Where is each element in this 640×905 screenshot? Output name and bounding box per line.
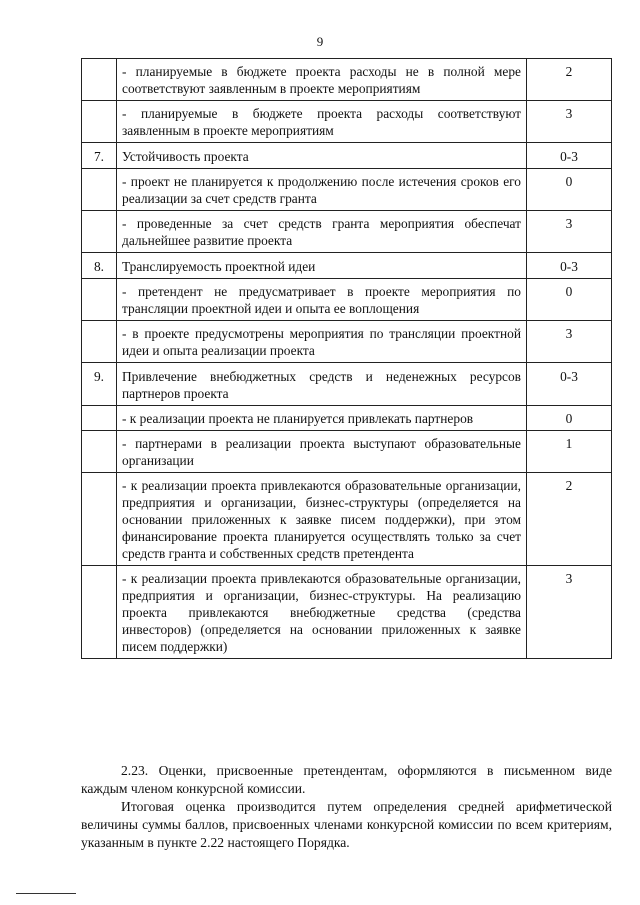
table-row xyxy=(82,59,612,101)
criterion-text: - проведенные за счет средств гранта мероприятия обеспечат дальнейшее развитие проекта xyxy=(117,211,527,253)
paragraph: Итоговая оценка производится путем определения средней арифметической величины суммы баллов, присвоенных членами конкурсной комиссии по всем критериям, указанным в пункте 2.22 настоящего Порядка. xyxy=(81,799,612,850)
score-cell: 2 xyxy=(527,473,612,566)
criterion-text: - партнерами в реализации проекта выступают образовательные организации xyxy=(117,431,527,473)
criterion-text: - в проекте предусмотрены мероприятия по трансляции проектной идеи и опыта реализации проекта xyxy=(117,321,527,363)
score-cell: 0 xyxy=(527,406,612,431)
row-number xyxy=(82,473,117,566)
criterion-text: - планируемые в бюджете проекта расходы соответствуют заявленным в проекте мероприятиям xyxy=(117,101,527,143)
row-number xyxy=(82,279,117,321)
score-cell: 0-3 xyxy=(527,363,612,406)
row-number: 7. xyxy=(82,143,117,169)
paragraph: 2.23. Оценки, присвоенные претендентам, оформляются в письменном виде каждым членом конкурсной комиссии. xyxy=(81,763,612,796)
row-number xyxy=(82,406,117,431)
table-row xyxy=(82,211,612,253)
score-cell: 1 xyxy=(527,431,612,473)
table-row xyxy=(82,143,612,169)
row-number xyxy=(82,101,117,143)
table-row xyxy=(82,473,612,566)
table-row xyxy=(82,431,612,473)
score-cell: 0-3 xyxy=(527,143,612,169)
row-number xyxy=(82,169,117,211)
score-cell: 0-3 xyxy=(527,253,612,279)
criterion-text: - претендент не предусматривает в проекте мероприятия по трансляции проектной идеи и опыта ее воплощения xyxy=(117,279,527,321)
row-number: 8. xyxy=(82,253,117,279)
row-number xyxy=(82,321,117,363)
table-row xyxy=(82,321,612,363)
row-number xyxy=(82,431,117,473)
criterion-text: - к реализации проекта не планируется привлекать партнеров xyxy=(117,406,527,431)
row-number xyxy=(82,566,117,659)
table-row xyxy=(82,363,612,406)
table-row xyxy=(82,566,612,659)
criterion-text: - проект не планируется к продолжению после истечения сроков его реализации за счет средств гранта xyxy=(117,169,527,211)
table-row xyxy=(82,253,612,279)
score-cell: 3 xyxy=(527,211,612,253)
row-number xyxy=(82,211,117,253)
table-row xyxy=(82,406,612,431)
row-number: 9. xyxy=(82,363,117,406)
page-number: 9 xyxy=(316,34,324,49)
score-cell: 3 xyxy=(527,321,612,363)
score-cell: 2 xyxy=(527,59,612,101)
table-row xyxy=(82,169,612,211)
criterion-text: Устойчивость проекта xyxy=(117,143,527,169)
table-row xyxy=(82,101,612,143)
footnote-divider xyxy=(16,893,76,894)
criterion-text: - к реализации проекта привлекаются образовательные организации, предприятия и организации, бизнес-структуры. На реализацию проекта привлекаются внебюджетные средства (средства инвесторов) (определяется на основании приложенных к заявке писем поддержки) xyxy=(117,566,527,659)
criterion-text: - к реализации проекта привлекаются образовательные организации, предприятия и организации, бизнес-структуры (определяется на основании приложенных к заявке писем поддержки), при этом финансирование проекта планируется осуществлять только за счет средств гранта и собственных средств претендента xyxy=(117,473,527,566)
row-number xyxy=(82,59,117,101)
score-cell: 0 xyxy=(527,169,612,211)
score-cell: 3 xyxy=(527,101,612,143)
table-row xyxy=(82,279,612,321)
score-cell: 0 xyxy=(527,279,612,321)
body-text xyxy=(81,762,612,852)
criterion-text: Транслируемость проектной идеи xyxy=(117,253,527,279)
criterion-text: - планируемые в бюджете проекта расходы не в полной мере соответствуют заявленным в проекте мероприятиям xyxy=(117,59,527,101)
criteria-table xyxy=(81,58,612,659)
criterion-text: Привлечение внебюджетных средств и неденежных ресурсов партнеров проекта xyxy=(117,363,527,406)
score-cell: 3 xyxy=(527,566,612,659)
